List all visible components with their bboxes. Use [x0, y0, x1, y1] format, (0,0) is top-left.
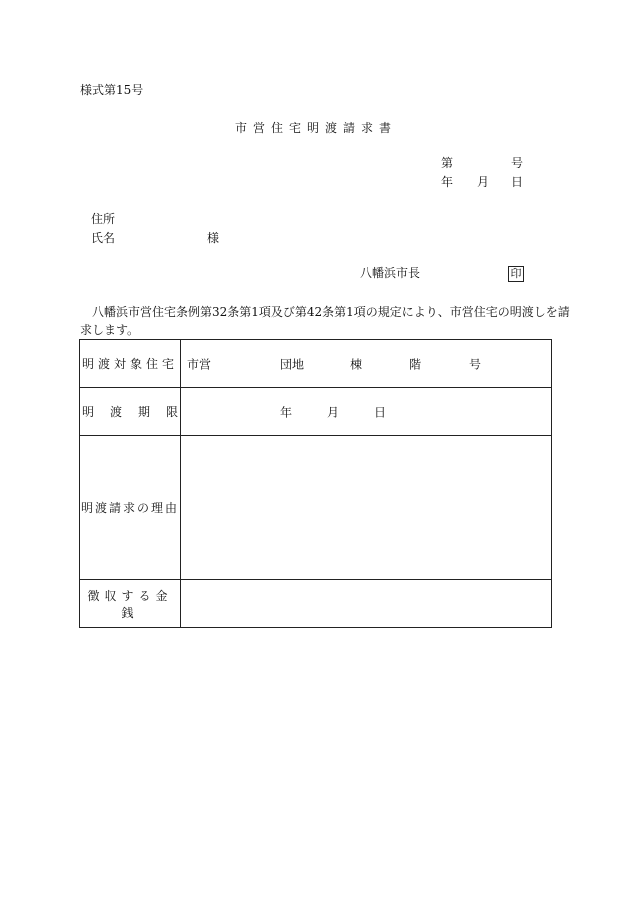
deadline-month: 月	[327, 405, 340, 419]
value-reason	[181, 436, 552, 580]
name-label: 氏名	[91, 231, 116, 245]
gou-label: 号	[469, 357, 482, 371]
danchi-label: 団地	[280, 357, 305, 371]
value-target-housing	[181, 340, 552, 388]
date-year: 年	[441, 175, 454, 189]
doc-number-suffix: 号	[511, 156, 524, 170]
body-text-line-2: 求します。	[80, 323, 140, 337]
honorific: 様	[207, 231, 220, 245]
date-day: 日	[511, 175, 524, 189]
sender-title: 八幡浜市長	[360, 266, 421, 280]
table-row-deadline	[80, 388, 552, 436]
table-row-target-housing	[80, 340, 552, 388]
table-row-reason	[80, 436, 552, 580]
kai-label: 階	[409, 357, 422, 371]
document-title: 市営住宅明渡請求書	[235, 121, 398, 135]
label-target-housing: 明渡対象住宅	[80, 340, 181, 388]
form-number: 様式第15号	[80, 83, 144, 97]
label-reason: 明渡請求の理由	[80, 436, 181, 580]
city-label: 市営	[187, 357, 212, 371]
seal-stamp-box: 印	[508, 266, 524, 282]
deadline-year: 年	[280, 405, 293, 419]
request-table	[79, 339, 552, 628]
doc-number-prefix: 第	[441, 156, 454, 170]
table-row-fees	[80, 580, 552, 628]
label-deadline: 明渡期限	[80, 388, 181, 436]
label-fees: 徴収する金銭	[80, 580, 181, 628]
value-fees	[181, 580, 552, 628]
body-text-line-1: 八幡浜市営住宅条例第32条第1項及び第42条第1項の規定により、市営住宅の明渡しを請	[92, 305, 570, 319]
tou-label: 棟	[350, 357, 363, 371]
value-deadline	[181, 388, 552, 436]
date-month: 月	[477, 175, 490, 189]
deadline-day: 日	[374, 405, 387, 419]
address-label: 住所	[91, 212, 116, 226]
